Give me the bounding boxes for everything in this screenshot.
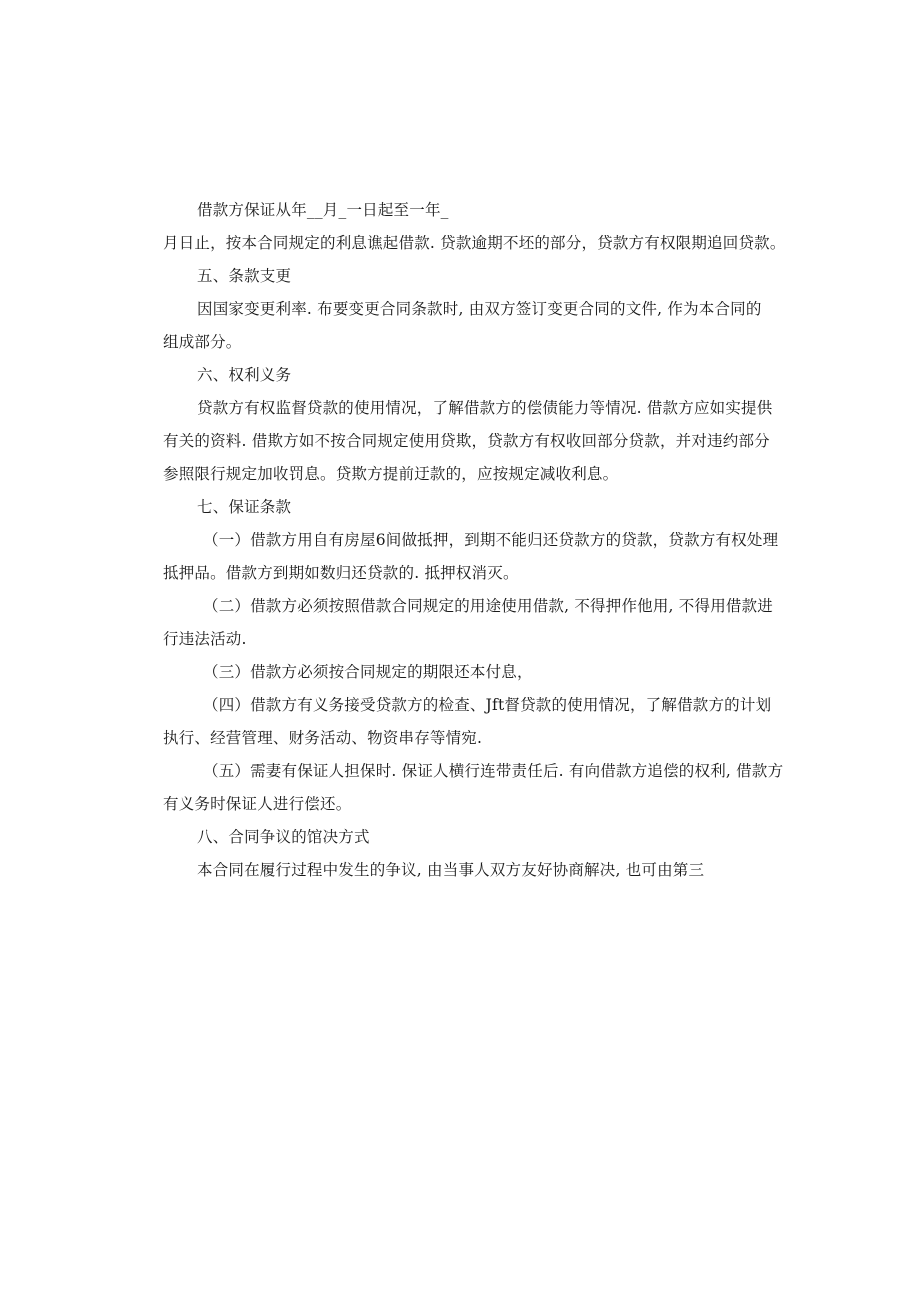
- paragraph-guarantee-period-line: 借款方保证从年__月_一日起至一年_: [197, 201, 449, 219]
- section-heading-7: 七、保证条款: [197, 498, 292, 516]
- paragraph-guarantee-period-continuation: 月日止，按本合同规定的利息谯起借款. 贷款逾期不坯的部分，贷款方有权限期追回贷款。: [163, 234, 786, 252]
- section-heading-6: 六、权利义务: [197, 366, 292, 384]
- clause-7-5-line-2: 有义务时保证人进行偿还。: [163, 795, 352, 813]
- clause-7-3: （三）借款方必须按合同规定的期限还本付息，: [203, 663, 533, 681]
- paragraph-6-line-3: 参照限行规定加收罚息。贷欺方提前迂款的，应按规定减收利息。: [163, 465, 619, 483]
- clause-7-2-line-1: （二）借款方必须按照借款合同规定的用途使用借款, 不得押作他用, 不得用借款进: [203, 597, 774, 615]
- clause-7-1-line-1: （一）借款方用自有房屋6间做抵押，到期不能归还贷款方的贷款，贷款方有权处理: [203, 531, 779, 549]
- section-heading-5: 五、条款支更: [197, 267, 292, 285]
- paragraph-5-line-2: 组成部分。: [163, 333, 242, 351]
- paragraph-8-line-1: 本合同在履行过程中发生的争议, 由当事人双方友好协商解决, 也可由第三: [197, 861, 705, 879]
- clause-7-4-line-2: 执行、经营管理、财务活动、物资串存等情宛.: [163, 729, 483, 747]
- paragraph-6-line-1: 贷款方有权监督贷款的使用情况，了解借款方的偿债能力等情况. 借款方应如实提供: [197, 399, 773, 417]
- section-heading-8: 八、合同争议的馆决方式: [197, 828, 370, 846]
- paragraph-6-line-2: 有关的资料. 借欺方如不按合同规定使用贷欺，贷款方有权收回部分贷款，并对违约部分: [163, 432, 770, 450]
- clause-7-4-line-1: （四）借款方有义务接受贷款方的检查、Jft督贷款的使用情况，了解借款方的计划: [203, 696, 772, 714]
- clause-7-1-line-2: 抵押品。借款方到期如数归还贷款的. 抵押权消灭。: [163, 564, 519, 582]
- clause-7-5-line-1: （五）需妻有保证人担保时. 保证人横行连带责任后. 有向借款方追偿的权利, 借款方: [203, 762, 784, 780]
- clause-7-2-line-2: 行违法活动.: [163, 630, 247, 648]
- paragraph-5-line-1: 因国家变更利率. 布要变更合同条款时, 由双方签订变更合同的文件, 作为本合同的: [197, 300, 762, 318]
